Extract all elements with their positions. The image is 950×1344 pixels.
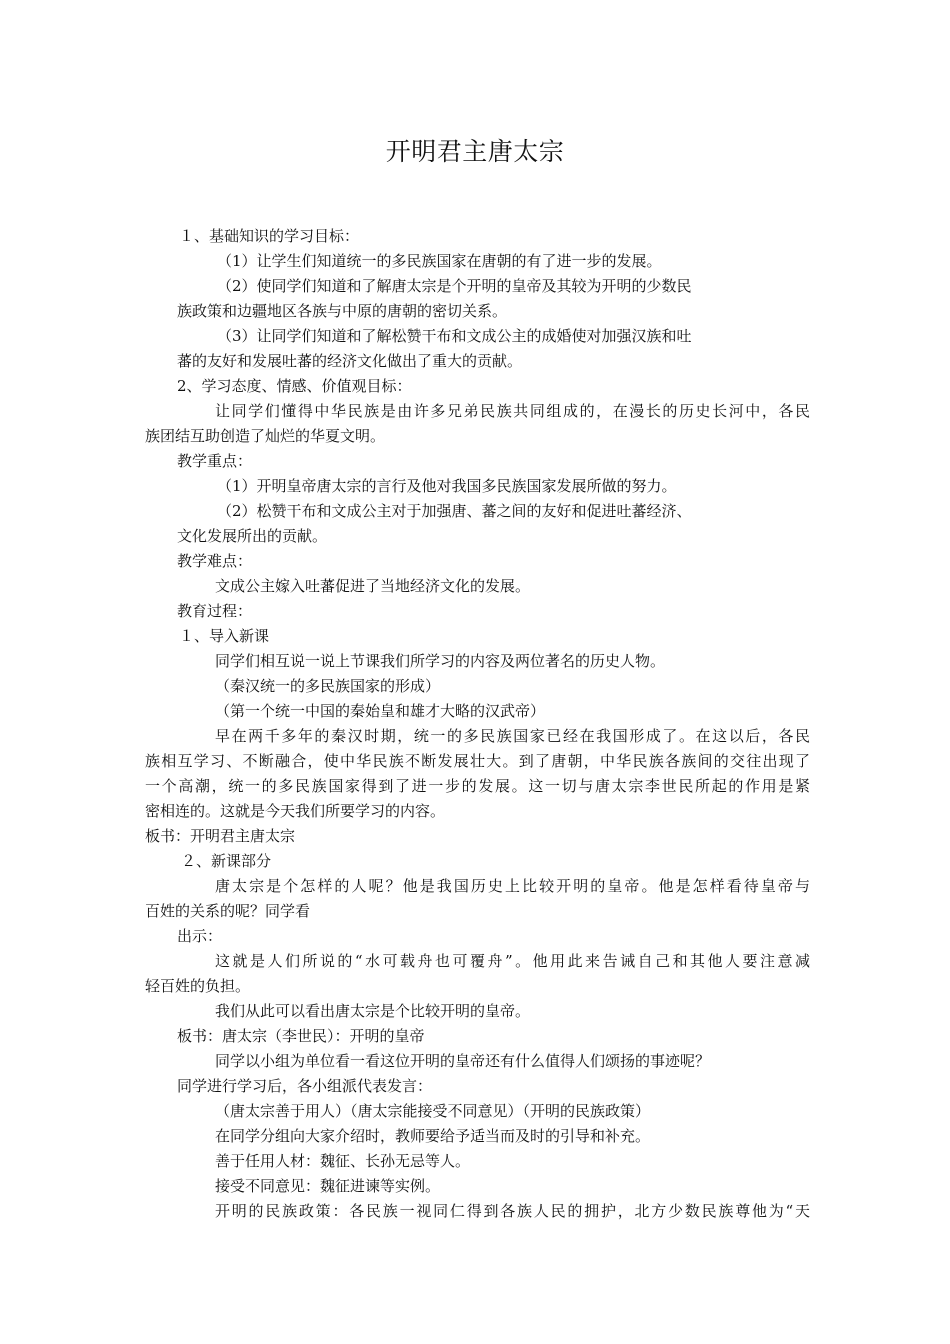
text-line: 2、学习态度、情感、价值观目标：	[177, 377, 412, 395]
text-line: 教育过程：	[177, 602, 253, 620]
text-line: 这就是人们所说的“水可载舟也可覆舟”。他用此来告诫自己和其他人要注意减	[215, 952, 810, 970]
text-line: 一个高潮，统一的多民族国家得到了进一步的发展。这一切与唐太宗李世民所起的作用是紧	[145, 777, 810, 795]
text-line: （秦汉统一的多民族国家的形成）	[215, 677, 441, 695]
text-line: （3）让同学们知道和了解松赞干布和文成公主的成婚使对加强汉族和吐	[217, 327, 692, 345]
text-line: 族团结互助创造了灿烂的华夏文明。	[145, 427, 386, 445]
text-line: 早在两千多年的秦汉时期，统一的多民族国家已经在我国形成了。在这以后，各民	[215, 727, 810, 745]
text-line: ２、新课部分	[181, 852, 272, 870]
text-line: （1）开明皇帝唐太宗的言行及他对我国多民族国家发展所做的努力。	[217, 477, 677, 495]
text-line: （第一个统一中国的秦始皇和雄才大略的汉武帝）	[215, 702, 546, 720]
text-line: 让同学们懂得中华民族是由许多兄弟民族共同组成的，在漫长的历史长河中，各民	[215, 402, 810, 420]
text-line: 文化发展所出的贡献。	[177, 527, 328, 545]
text-line: 轻百姓的负担。	[145, 977, 251, 995]
text-line: 板书：唐太宗（李世民）：开明的皇帝	[177, 1027, 425, 1045]
text-line: 板书：开明君主唐太宗	[145, 827, 296, 845]
text-line: 同学进行学习后，各小组派代表发言：	[177, 1077, 433, 1095]
text-line: （2）使同学们知道和了解唐太宗是个开明的皇帝及其较为开明的少数民	[217, 277, 692, 295]
text-line: （唐太宗善于用人）（唐太宗能接受不同意见）（开明的民族政策）	[215, 1102, 651, 1120]
text-line: １、基础知识的学习目标：	[179, 227, 360, 245]
text-line: （2）松赞干布和文成公主对于加强唐、蕃之间的友好和促进吐蕃经济、	[217, 502, 692, 520]
text-line: 教学重点：	[177, 452, 253, 470]
text-line: 蕃的友好和发展吐蕃的经济文化做出了重大的贡献。	[177, 352, 523, 370]
text-line: 善于任用人材：魏征、长孙无忌等人。	[215, 1152, 471, 1170]
text-line: 出示：	[177, 927, 223, 945]
text-line: 我们从此可以看出唐太宗是个比较开明的皇帝。	[215, 1002, 531, 1020]
document-title: 开明君主唐太宗	[385, 137, 565, 166]
text-line: 同学以小组为单位看一看这位开明的皇帝还有什么值得人们颂扬的事迹呢？	[215, 1052, 711, 1070]
text-line: 族相互学习、不断融合，使中华民族不断发展壮大。到了唐朝，中华民族各族间的交往出现了	[145, 752, 810, 770]
text-line: 同学们相互说一说上节课我们所学习的内容及两位著名的历史人物。	[215, 652, 666, 670]
text-line: １、导入新课	[179, 627, 270, 645]
text-line: 开明的民族政策：各民族一视同仁得到各族人民的拥护，北方少数民族尊他为“天	[215, 1202, 810, 1220]
document-body	[145, 224, 810, 1224]
text-line: 密相连的。这就是今天我们所要学习的内容。	[145, 802, 446, 820]
text-line: 接受不同意见：魏征进谏等实例。	[215, 1177, 441, 1195]
text-line: 在同学分组向大家介绍时，教师要给予适当而及时的引导和补充。	[215, 1127, 651, 1145]
text-line: 族政策和边疆地区各族与中原的唐朝的密切关系。	[177, 302, 508, 320]
text-line: 教学难点：	[177, 552, 253, 570]
text-line: （1）让学生们知道统一的多民族国家在唐朝的有了进一步的发展。	[217, 252, 662, 270]
text-line: 文成公主嫁入吐蕃促进了当地经济文化的发展。	[215, 577, 531, 595]
text-line: 百姓的关系的呢？同学看	[145, 902, 311, 920]
text-line: 唐太宗是个怎样的人呢？他是我国历史上比较开明的皇帝。他是怎样看待皇帝与	[215, 877, 810, 895]
